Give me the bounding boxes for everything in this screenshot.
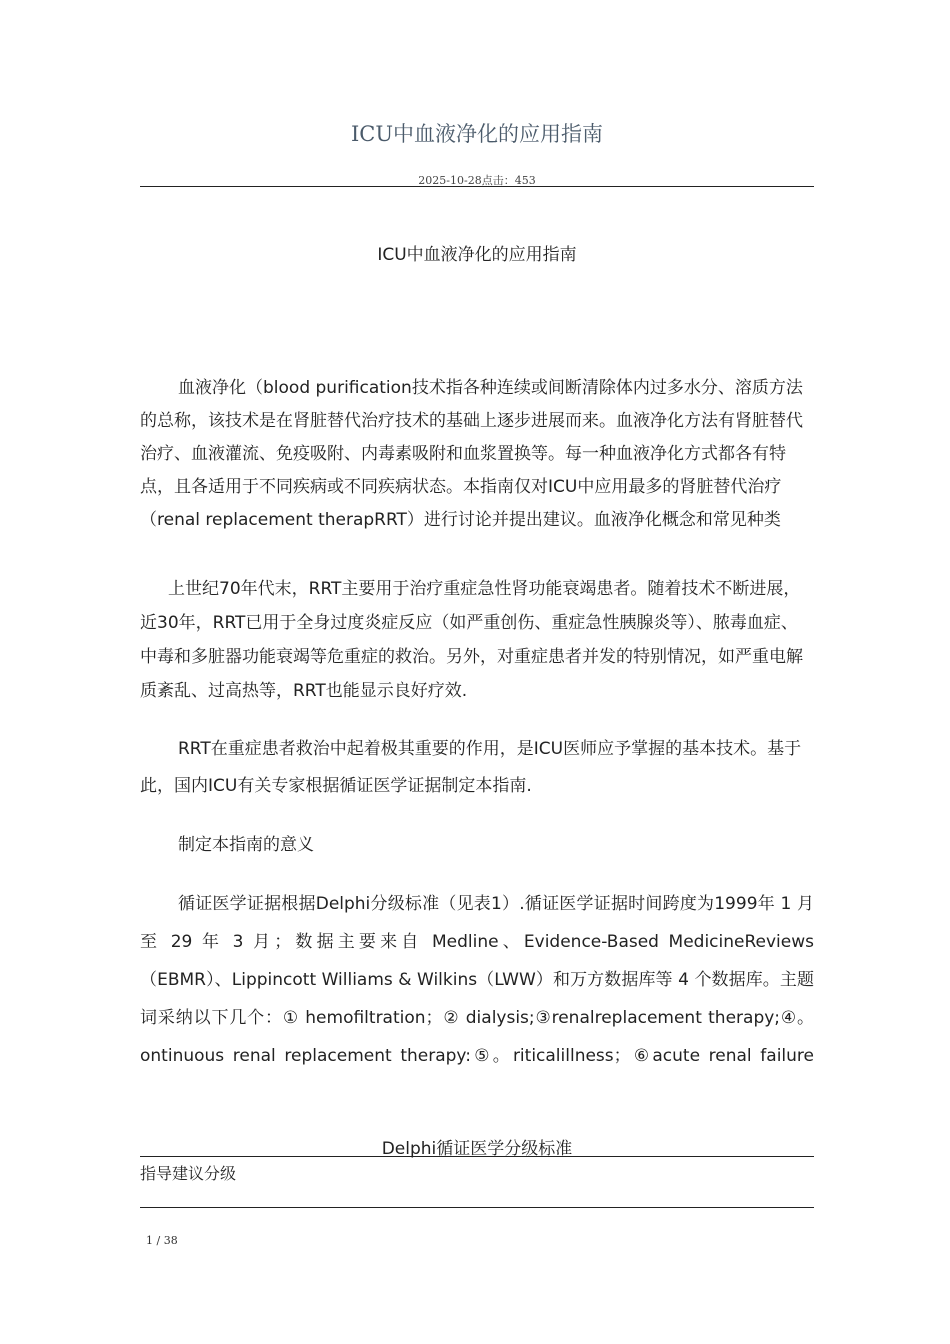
paragraph-importance: RRT在重症患者救治中起着极其重要的作用，是ICU医师应予掌握的基本技术。基于此，国内ICU有关专家根据循证医学证据制定本指南.: [140, 739, 802, 796]
table-caption: Delphi循证医学分级标准: [381, 1139, 573, 1159]
table-bottom-rule: [140, 1207, 814, 1208]
header-divider: [140, 186, 814, 187]
page-indicator: 1 / 38: [146, 1234, 178, 1247]
table-header-cell: 指导建议分级: [140, 1164, 237, 1183]
table-top-rule: [140, 1156, 814, 1157]
paragraph-intro: 血液净化（blood purification技术指各种连续或间断清除体内过多水分、溶质方法的总称，该技术是在肾脏替代治疗技术的基础上逐步进展而来。血液净化方法有肾脏替代治疗、血液灌流、免疫吸附、内毒素吸附和血浆置换等。每一种血液净化方式都各有特点，且各适用于不同疾病或不同疾病状态。本指南仅对ICU中应用最多的肾脏替代治疗（renal replacement therapRRT）进行讨论并提出建议。血液净化概念和常见种类: [140, 378, 803, 530]
publish-meta: 2025-10-28点击：453: [418, 174, 536, 187]
paragraph-history: 上世纪70年代末，RRT主要用于治疗重症急性肾功能衰竭患者。随着技术不断进展，近30年，RRT已用于全身过度炎症反应（如严重创伤、重症急性胰腺炎等）、脓毒血症、中毒和多脏器功能衰竭等危重症的救治。另外，对重症患者并发的特别情况，如严重电解质紊乱、过高热等，RRT也能显示良好疗效.: [140, 579, 803, 701]
article-subtitle: ICU中血液净化的应用指南: [377, 245, 577, 265]
paragraph-evidence: 循证医学证据根据Delphi分级标准（见表1）.循证医学证据时间跨度为1999年 1 月至 29 年 3 月；数据主要来自 Medline、Evidence-Based MedicineReviews（EBMR）、Lippincott Williams & Wilkins（LWW）和万方数据库等 4 个数据库。主题词采纳以下几个：① hemofiltration；② dialysis;③renalreplacement therapy;④。ontinuous renal replacement therapy:⑤。riticalillness；⑥acute renal failure: [140, 894, 814, 1066]
section-heading-significance: 制定本指南的意义: [178, 835, 314, 855]
page-title: ICU中血液净化的应用指南: [350, 122, 604, 146]
